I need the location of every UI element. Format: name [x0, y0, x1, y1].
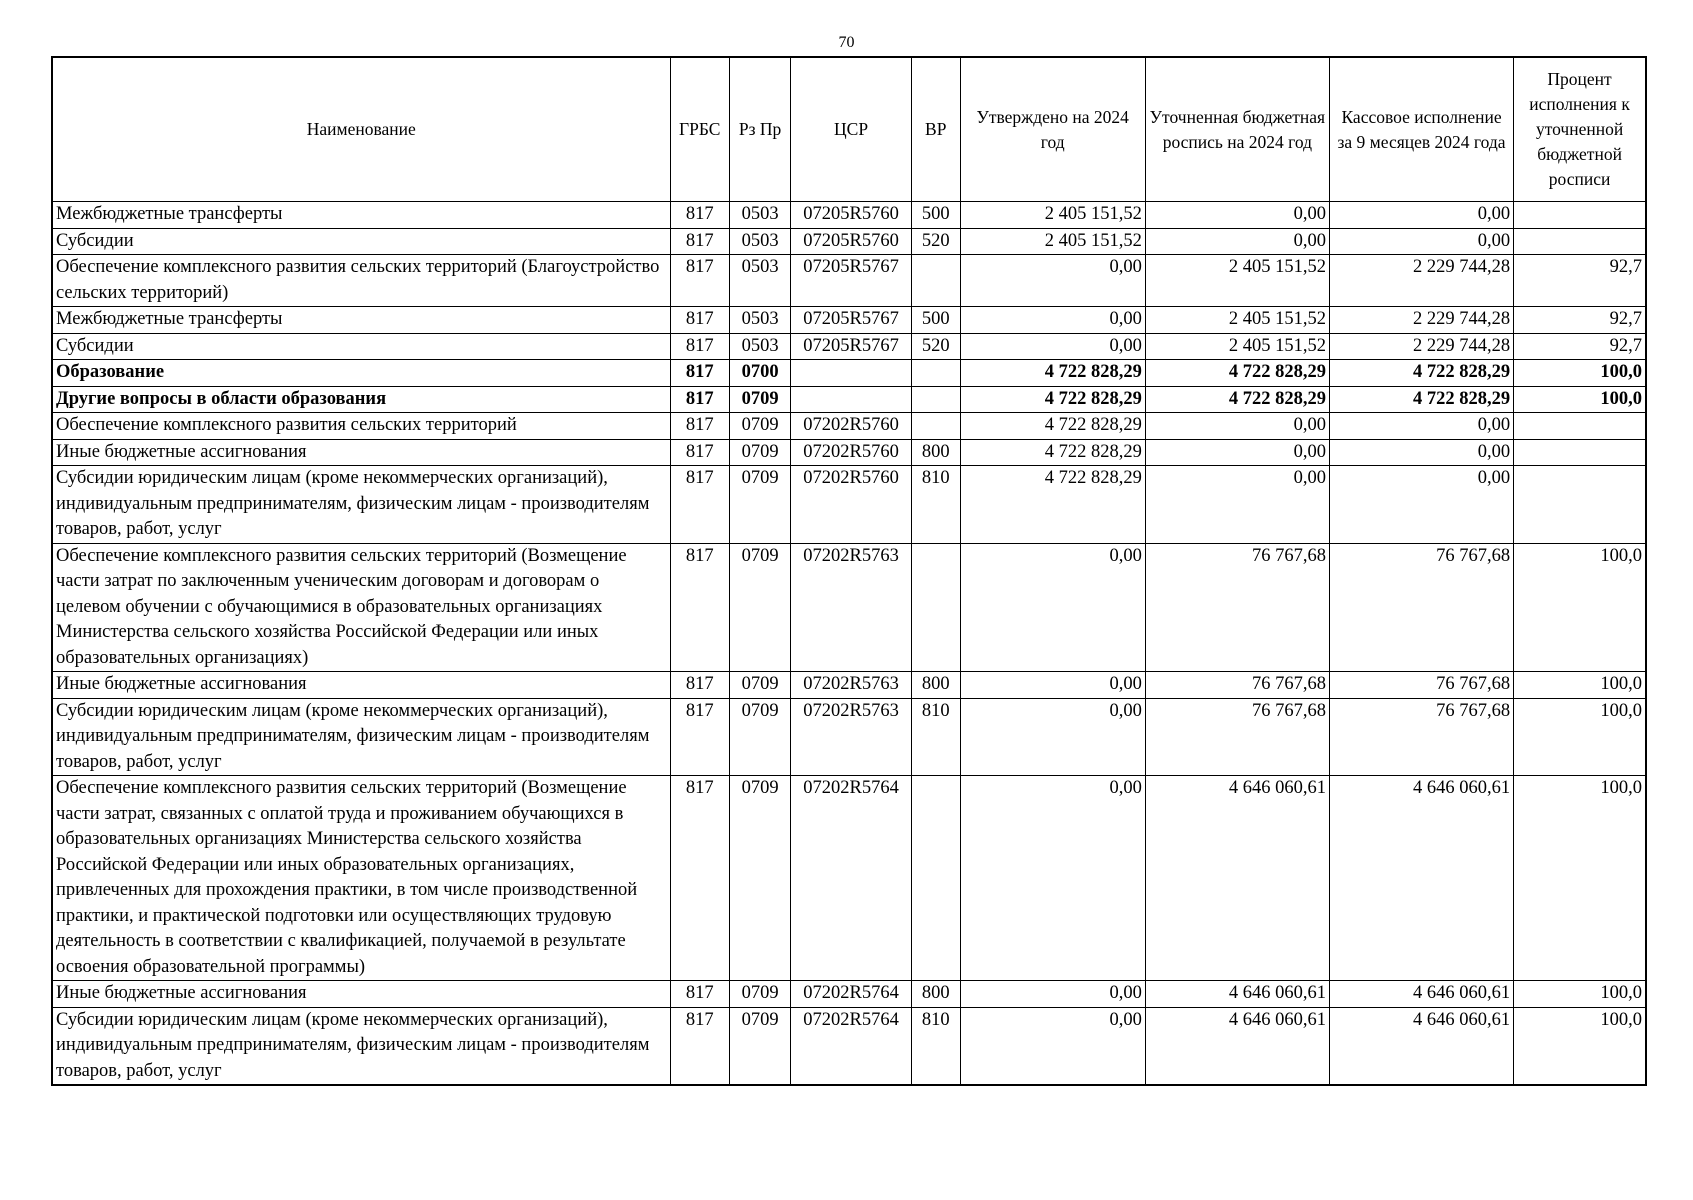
- cell-name: Другие вопросы в области образования: [52, 386, 670, 413]
- cell-executed: 4 722 828,29: [1329, 386, 1513, 413]
- cell-refined: 4 722 828,29: [1145, 386, 1329, 413]
- cell-executed: 0,00: [1329, 413, 1513, 440]
- cell-approved: 0,00: [960, 333, 1145, 360]
- cell-csr: 07205R5767: [791, 333, 912, 360]
- cell-csr: 07202R5764: [791, 776, 912, 981]
- cell-executed: 0,00: [1329, 439, 1513, 466]
- cell-rzpr: 0709: [729, 466, 790, 544]
- header-refined: Уточненная бюджетная роспись на 2024 год: [1145, 57, 1329, 202]
- table-row: [52, 333, 1646, 360]
- cell-vr: 520: [911, 333, 960, 360]
- cell-rzpr: 0709: [729, 543, 790, 672]
- cell-csr: 07205R5760: [791, 202, 912, 229]
- header-csr: ЦСР: [791, 57, 912, 202]
- cell-percent: 92,7: [1514, 255, 1646, 307]
- table-row: [52, 466, 1646, 544]
- cell-refined: 0,00: [1145, 439, 1329, 466]
- cell-executed: 4 646 060,61: [1329, 776, 1513, 981]
- cell-vr: 810: [911, 698, 960, 776]
- cell-name: Образование: [52, 360, 670, 387]
- table-body: [52, 202, 1646, 1086]
- header-rzpr: Рз Пр: [729, 57, 790, 202]
- cell-refined: 76 767,68: [1145, 543, 1329, 672]
- cell-grbs: 817: [670, 466, 729, 544]
- table-row: [52, 543, 1646, 672]
- cell-executed: 2 229 744,28: [1329, 255, 1513, 307]
- header-percent: Процент исполнения к уточненной бюджетной росписи: [1514, 57, 1646, 202]
- cell-rzpr: 0709: [729, 439, 790, 466]
- cell-csr: 07202R5760: [791, 413, 912, 440]
- table-row: [52, 386, 1646, 413]
- header-name: Наименование: [52, 57, 670, 202]
- cell-refined: 76 767,68: [1145, 698, 1329, 776]
- cell-vr: [911, 386, 960, 413]
- table-row: [52, 981, 1646, 1008]
- page-number: 70: [838, 34, 855, 51]
- cell-approved: 0,00: [960, 1007, 1145, 1085]
- cell-vr: [911, 255, 960, 307]
- cell-grbs: 817: [670, 413, 729, 440]
- table-row: [52, 307, 1646, 334]
- table-row: [52, 360, 1646, 387]
- table-row: [52, 255, 1646, 307]
- header-approved: Утверждено на 2024 год: [960, 57, 1145, 202]
- cell-grbs: 817: [670, 228, 729, 255]
- cell-csr: 07205R5767: [791, 307, 912, 334]
- table-row: [52, 413, 1646, 440]
- cell-rzpr: 0709: [729, 698, 790, 776]
- cell-percent: 100,0: [1514, 360, 1646, 387]
- cell-approved: 0,00: [960, 776, 1145, 981]
- cell-approved: 0,00: [960, 981, 1145, 1008]
- cell-approved: 4 722 828,29: [960, 466, 1145, 544]
- cell-grbs: 817: [670, 776, 729, 981]
- cell-name: Обеспечение комплексного развития сельских территорий (Возмещение части затрат, связанных с оплатой труда и проживанием обучающихся в образовательных организациях Министерства сельского хозяйства Российской Федерации или иных образовательных организациях, привлеченных для прохождения практики, в том числе производственной практики, и практической подготовки или осуществляющих трудовую деятельность в соответствии с квалификацией, получаемой в результате освоения образовательной программы): [52, 776, 670, 981]
- cell-percent: [1514, 439, 1646, 466]
- cell-refined: 4 646 060,61: [1145, 776, 1329, 981]
- cell-name: Иные бюджетные ассигнования: [52, 672, 670, 699]
- cell-name: Межбюджетные трансферты: [52, 202, 670, 229]
- cell-percent: [1514, 228, 1646, 255]
- cell-rzpr: 0503: [729, 307, 790, 334]
- cell-csr: 07205R5767: [791, 255, 912, 307]
- cell-percent: [1514, 202, 1646, 229]
- cell-name: Субсидии: [52, 333, 670, 360]
- cell-percent: 100,0: [1514, 672, 1646, 699]
- cell-executed: 76 767,68: [1329, 543, 1513, 672]
- cell-rzpr: 0503: [729, 202, 790, 229]
- cell-refined: 0,00: [1145, 202, 1329, 229]
- cell-name: Субсидии юридическим лицам (кроме некоммерческих организаций), индивидуальным предпринимателям, физическим лицам - производителям товаров, работ, услуг: [52, 698, 670, 776]
- cell-executed: 2 229 744,28: [1329, 307, 1513, 334]
- cell-refined: 4 646 060,61: [1145, 1007, 1329, 1085]
- cell-rzpr: 0709: [729, 776, 790, 981]
- cell-rzpr: 0503: [729, 228, 790, 255]
- cell-rzpr: 0503: [729, 255, 790, 307]
- cell-name: Субсидии юридическим лицам (кроме некоммерческих организаций), индивидуальным предпринимателям, физическим лицам - производителям товаров, работ, услуг: [52, 1007, 670, 1085]
- table-header-row: [52, 57, 1646, 202]
- cell-rzpr: 0709: [729, 1007, 790, 1085]
- cell-csr: 07202R5764: [791, 1007, 912, 1085]
- cell-executed: 4 722 828,29: [1329, 360, 1513, 387]
- header-executed: Кассовое исполнение за 9 месяцев 2024 года: [1329, 57, 1513, 202]
- cell-csr: 07202R5764: [791, 981, 912, 1008]
- cell-grbs: 817: [670, 386, 729, 413]
- cell-approved: 0,00: [960, 672, 1145, 699]
- cell-vr: 800: [911, 672, 960, 699]
- cell-csr: [791, 386, 912, 413]
- header-vr: ВР: [911, 57, 960, 202]
- cell-approved: 0,00: [960, 255, 1145, 307]
- cell-vr: [911, 360, 960, 387]
- cell-percent: [1514, 466, 1646, 544]
- cell-vr: 500: [911, 307, 960, 334]
- cell-refined: 0,00: [1145, 466, 1329, 544]
- cell-rzpr: 0700: [729, 360, 790, 387]
- cell-name: Субсидии юридическим лицам (кроме некоммерческих организаций), индивидуальным предпринимателям, физическим лицам - производителям товаров, работ, услуг: [52, 466, 670, 544]
- header-grbs: ГРБС: [670, 57, 729, 202]
- cell-executed: 76 767,68: [1329, 672, 1513, 699]
- cell-csr: 07202R5763: [791, 543, 912, 672]
- table-row: [52, 439, 1646, 466]
- cell-executed: 0,00: [1329, 202, 1513, 229]
- cell-name: Субсидии: [52, 228, 670, 255]
- cell-grbs: 817: [670, 333, 729, 360]
- cell-name: Иные бюджетные ассигнования: [52, 981, 670, 1008]
- cell-csr: 07202R5760: [791, 439, 912, 466]
- cell-executed: 2 229 744,28: [1329, 333, 1513, 360]
- cell-approved: 0,00: [960, 698, 1145, 776]
- cell-vr: 800: [911, 439, 960, 466]
- cell-rzpr: 0709: [729, 386, 790, 413]
- cell-grbs: 817: [670, 439, 729, 466]
- cell-approved: 0,00: [960, 307, 1145, 334]
- cell-rzpr: 0709: [729, 413, 790, 440]
- cell-csr: 07202R5763: [791, 698, 912, 776]
- table-row: [52, 672, 1646, 699]
- cell-vr: 810: [911, 466, 960, 544]
- cell-percent: 100,0: [1514, 1007, 1646, 1085]
- cell-approved: 2 405 151,52: [960, 228, 1145, 255]
- cell-vr: 800: [911, 981, 960, 1008]
- cell-grbs: 817: [670, 255, 729, 307]
- cell-rzpr: 0503: [729, 333, 790, 360]
- cell-vr: [911, 776, 960, 981]
- cell-refined: 0,00: [1145, 413, 1329, 440]
- cell-approved: 4 722 828,29: [960, 413, 1145, 440]
- cell-vr: 810: [911, 1007, 960, 1085]
- cell-csr: 07205R5760: [791, 228, 912, 255]
- cell-name: Межбюджетные трансферты: [52, 307, 670, 334]
- cell-approved: 0,00: [960, 543, 1145, 672]
- cell-vr: 500: [911, 202, 960, 229]
- cell-grbs: 817: [670, 202, 729, 229]
- cell-grbs: 817: [670, 672, 729, 699]
- cell-percent: 100,0: [1514, 981, 1646, 1008]
- cell-refined: 2 405 151,52: [1145, 333, 1329, 360]
- cell-executed: 76 767,68: [1329, 698, 1513, 776]
- cell-name: Обеспечение комплексного развития сельских территорий: [52, 413, 670, 440]
- table-row: [52, 776, 1646, 981]
- cell-csr: 07202R5760: [791, 466, 912, 544]
- cell-approved: 4 722 828,29: [960, 386, 1145, 413]
- cell-refined: 4 646 060,61: [1145, 981, 1329, 1008]
- cell-grbs: 817: [670, 698, 729, 776]
- cell-approved: 2 405 151,52: [960, 202, 1145, 229]
- table-row: [52, 1007, 1646, 1085]
- cell-percent: 100,0: [1514, 543, 1646, 672]
- cell-rzpr: 0709: [729, 981, 790, 1008]
- table-row: [52, 202, 1646, 229]
- cell-refined: 2 405 151,52: [1145, 255, 1329, 307]
- cell-grbs: 817: [670, 1007, 729, 1085]
- budget-execution-table: [51, 56, 1647, 1086]
- cell-rzpr: 0709: [729, 672, 790, 699]
- cell-executed: 0,00: [1329, 228, 1513, 255]
- cell-executed: 0,00: [1329, 466, 1513, 544]
- cell-csr: 07202R5763: [791, 672, 912, 699]
- cell-percent: [1514, 413, 1646, 440]
- cell-grbs: 817: [670, 360, 729, 387]
- cell-percent: 100,0: [1514, 386, 1646, 413]
- cell-grbs: 817: [670, 543, 729, 672]
- table-row: [52, 698, 1646, 776]
- cell-refined: 4 722 828,29: [1145, 360, 1329, 387]
- cell-approved: 4 722 828,29: [960, 439, 1145, 466]
- cell-executed: 4 646 060,61: [1329, 1007, 1513, 1085]
- cell-refined: 76 767,68: [1145, 672, 1329, 699]
- cell-refined: 0,00: [1145, 228, 1329, 255]
- cell-percent: 92,7: [1514, 333, 1646, 360]
- cell-percent: 100,0: [1514, 776, 1646, 981]
- cell-approved: 4 722 828,29: [960, 360, 1145, 387]
- cell-vr: [911, 413, 960, 440]
- cell-name: Иные бюджетные ассигнования: [52, 439, 670, 466]
- cell-refined: 2 405 151,52: [1145, 307, 1329, 334]
- cell-grbs: 817: [670, 307, 729, 334]
- cell-percent: 100,0: [1514, 698, 1646, 776]
- table-row: [52, 228, 1646, 255]
- cell-vr: [911, 543, 960, 672]
- cell-vr: 520: [911, 228, 960, 255]
- cell-name: Обеспечение комплексного развития сельских территорий (Возмещение части затрат по заключенным ученическим договорам и договорам о целевом обучении с обучающимися в образовательных организациях Министерства сельского хозяйства Российской Федерации или иных образовательных организациях): [52, 543, 670, 672]
- cell-grbs: 817: [670, 981, 729, 1008]
- cell-executed: 4 646 060,61: [1329, 981, 1513, 1008]
- cell-name: Обеспечение комплексного развития сельских территорий (Благоустройство сельских территорий): [52, 255, 670, 307]
- cell-csr: [791, 360, 912, 387]
- cell-percent: 92,7: [1514, 307, 1646, 334]
